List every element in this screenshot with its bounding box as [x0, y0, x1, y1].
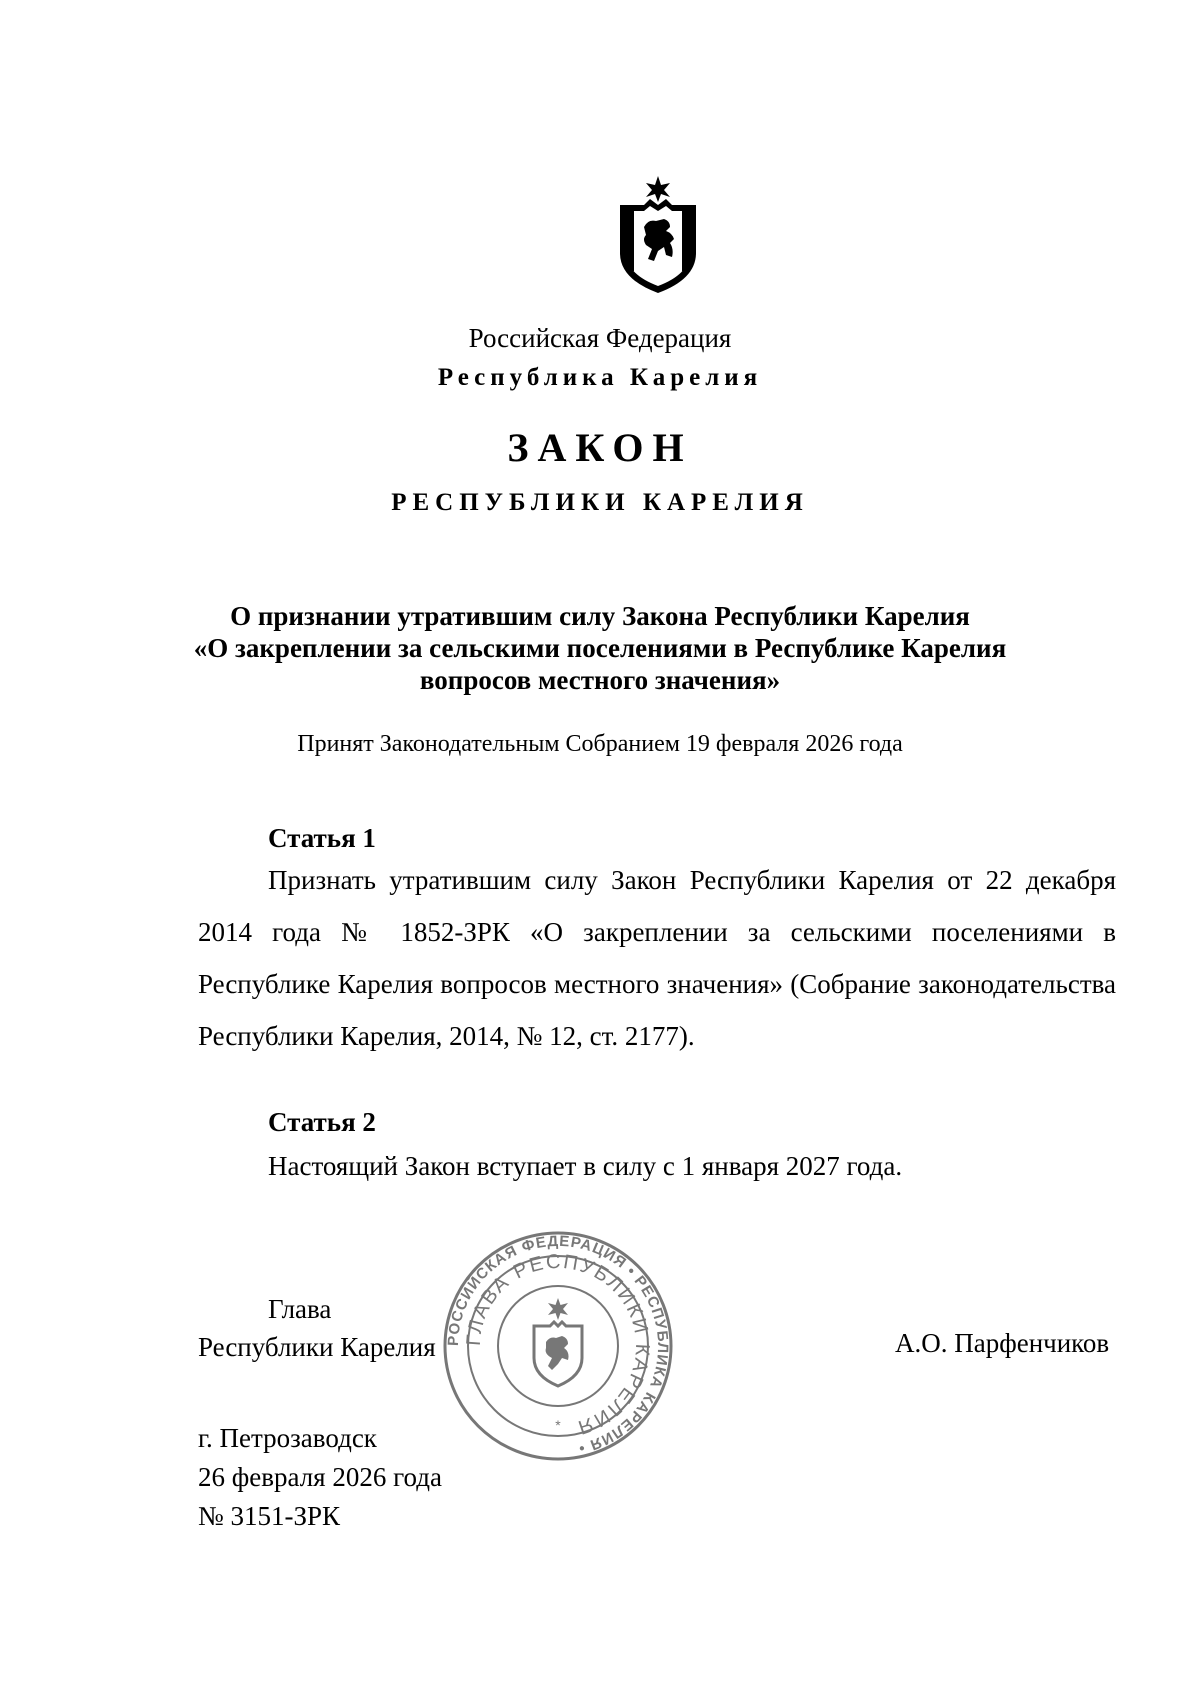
- article-2-heading: Статья 2: [268, 1107, 376, 1137]
- country-name: Российская Федерация: [468, 323, 732, 353]
- document-type: ЗАКОН: [507, 425, 693, 470]
- law-title-line: вопросов местного значения»: [419, 665, 781, 695]
- signatory-position-line: Глава: [268, 1294, 332, 1324]
- official-seal: [442, 1230, 674, 1462]
- republic-name: Республика Карелия: [437, 364, 763, 391]
- document-issuer: РЕСПУБЛИКИ КАРЕЛИЯ: [391, 489, 809, 516]
- adoption-note: Принят Законодательным Собранием 19 февраля 2026 года: [297, 731, 903, 757]
- svg-text:*: *: [555, 1417, 561, 1433]
- seal-emblem-icon: [534, 1298, 582, 1386]
- signatory-name: А.О. Парфенчиков: [895, 1328, 1110, 1358]
- signing-details: [198, 1419, 442, 1536]
- article-1-text: Признать утратившим силу Закон Республики Карелия от 22 декабря 2014 года № 1852-ЗРК «О закреплении за сельскими поселениями в Республике Карелия вопросов местного значения» (Собрание законодательства Республики Карелия, 2014, № 12, ст. 2177).: [198, 865, 1116, 1051]
- seal-inner-text: ГЛАВА РЕСПУБЛИКИ КАРЕЛИЯ: [462, 1250, 654, 1439]
- law-number: № 3151-ЗРК: [198, 1501, 341, 1531]
- article-1-heading: Статья 1: [268, 823, 376, 853]
- signing-date: 26 февраля 2026 года: [198, 1462, 442, 1492]
- article-2-text: Настоящий Закон вступает в силу с 1 января 2027 года.: [268, 1151, 903, 1181]
- law-title-line: «О закреплении за сельскими поселениями в Республике Карелия: [193, 633, 1007, 663]
- law-title-line: О признании утратившим силу Закона Республики Карелия: [230, 601, 970, 631]
- signatory-position-line: Республики Карелия: [198, 1332, 436, 1362]
- seal-outer-text: РОССИЙСКАЯ ФЕДЕРАЦИЯ • РЕСПУБЛИКА КАРЕЛИЯ •: [444, 1232, 672, 1457]
- signing-place: г. Петрозаводск: [198, 1423, 377, 1453]
- signatory-position: [198, 1290, 436, 1366]
- law-title: [150, 600, 1050, 696]
- karelia-coat-of-arms-icon: [614, 175, 702, 297]
